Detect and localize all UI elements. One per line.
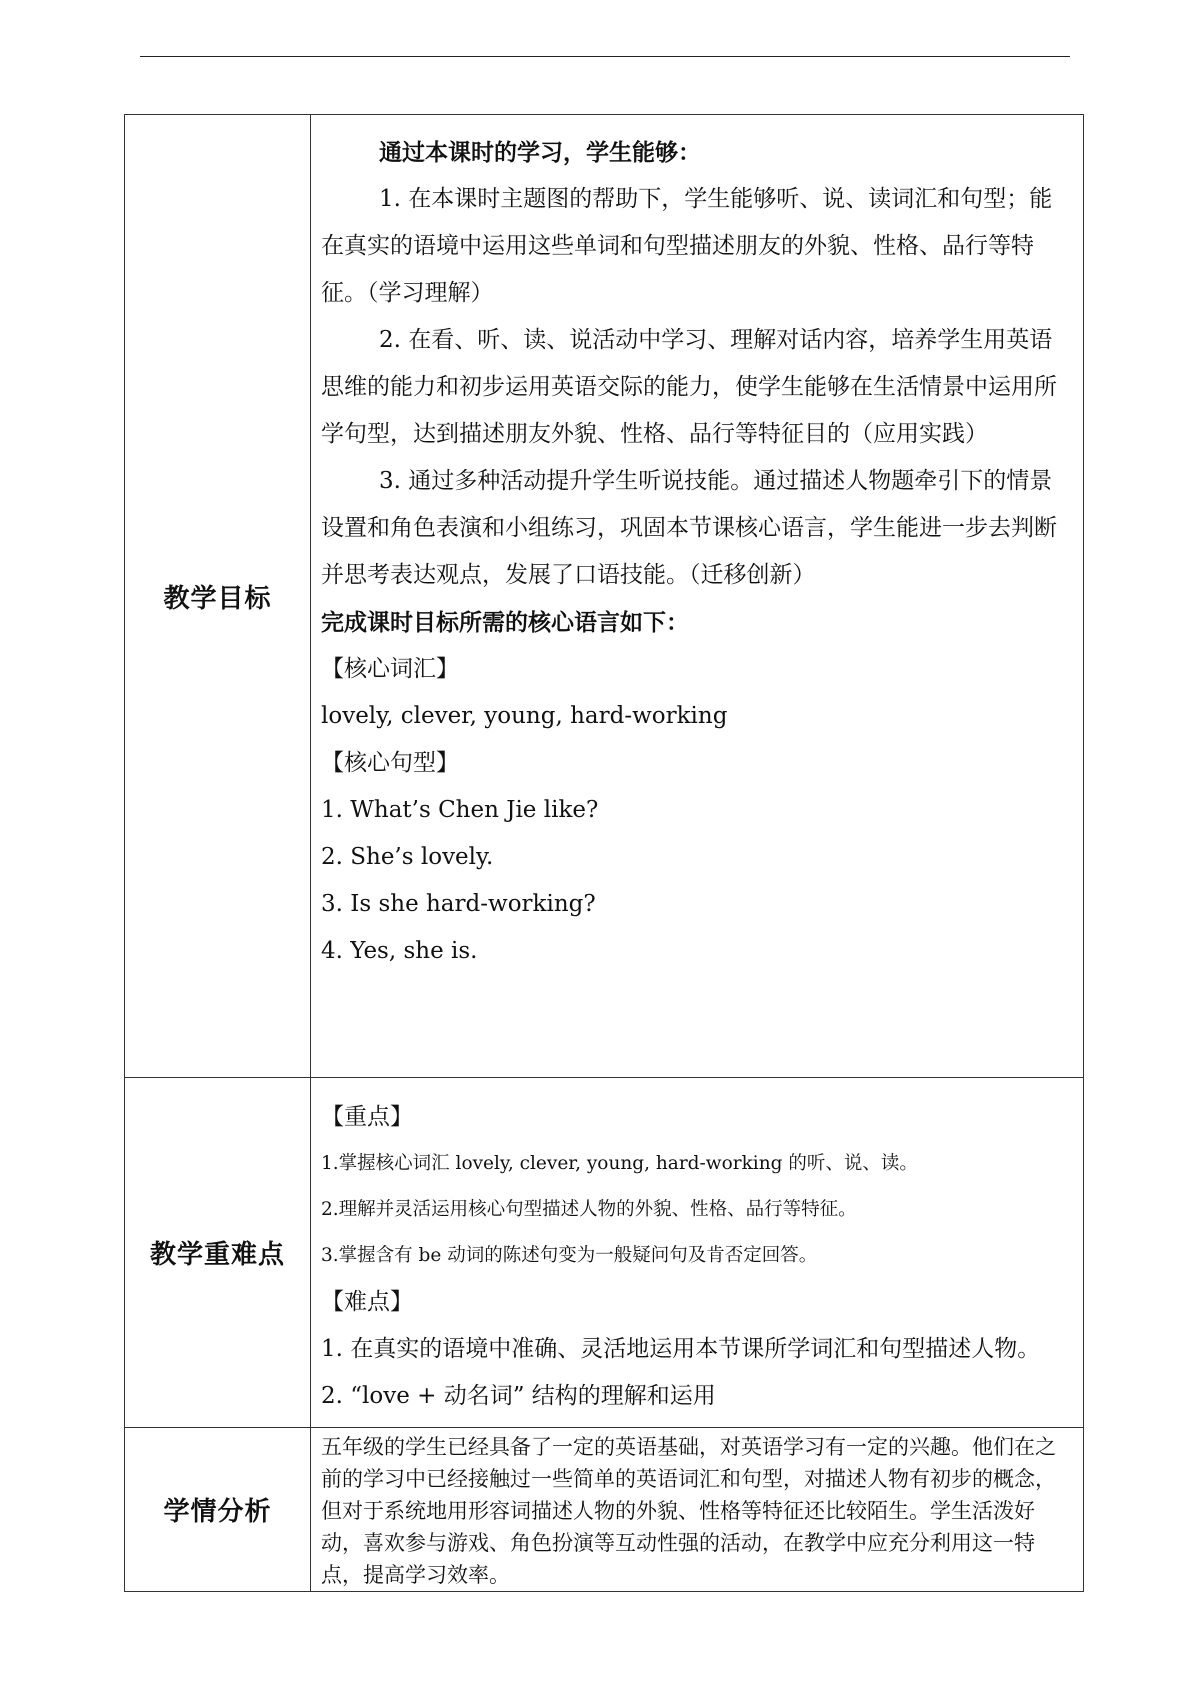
analysis-label: 学情分析: [125, 1428, 311, 1592]
objectives-content: [311, 115, 1084, 1078]
analysis-row: [125, 1428, 1084, 1592]
analysis-text: 五年级的学生已经具备了一定的英语基础，对英语学习有一定的兴趣。他们在之前的学习中已经接触过一些简单的英语词汇和句型，对描述人物有初步的概念，但对于系统地用形容词描述人物的外貌、性格等特征还比较陌生。学生活泼好动，喜欢参与游戏、角色扮演等互动性强的活动，在教学中应充分利用这一特点，提高学习效率。: [321, 1435, 1056, 1587]
difficulty-item: 1. 在真实的语境中准确、灵活地运用本节课所学词汇和句型描述人物。: [321, 1336, 1041, 1362]
sentence-item: 3. Is she hard-working?: [321, 891, 596, 917]
difficulty-heading: 【难点】: [321, 1289, 413, 1315]
objective-goal-1: 1. 在本课时主题图的帮助下，学生能够听、说、读词汇和句型；能在真实的语境中运用这些单词和句型描述朋友的外貌、性格、品行等特征。（学习理解）: [321, 186, 1053, 306]
objective-goal-2: 2. 在看、听、读、说活动中学习、理解对话内容，培养学生用英语思维的能力和初步运用英语交际的能力，使学生能够在生活情景中运用所学句型，达到描述朋友外貌、性格、品行等特征目的（应用实践）: [321, 327, 1057, 447]
objectives-intro: 通过本课时的学习，学生能够：: [379, 139, 701, 166]
analysis-content: [311, 1428, 1084, 1592]
focus-item: 2.理解并灵活运用核心句型描述人物的外貌、性格、品行等特征。: [321, 1199, 857, 1220]
objectives-label: 教学目标: [125, 115, 311, 1078]
core-language-heading: 完成课时目标所需的核心语言如下：: [321, 609, 689, 636]
sentence-item: 4. Yes, she is.: [321, 938, 478, 964]
objectives-row: [125, 115, 1084, 1078]
focus-heading: 【重点】: [321, 1104, 413, 1130]
objective-goal-3: 3. 通过多种活动提升学生听说技能。通过描述人物题牵引下的情景设置和角色表演和小组练习，巩固本节课核心语言，学生能进一步去判断并思考表达观点，发展了口语技能。（迁移创新）: [321, 468, 1057, 588]
sentence-item: 1. What’s Chen Jie like?: [321, 797, 599, 823]
focus-item: 1.掌握核心词汇 lovely, clever, young, hard-working 的听、说、读。: [321, 1153, 918, 1174]
key-points-content: [311, 1078, 1084, 1428]
key-points-label: 教学重难点: [125, 1078, 311, 1428]
vocab-list: lovely, clever, young, hard-working: [321, 703, 728, 729]
key-points-row: [125, 1078, 1084, 1428]
sentence-heading: 【核心句型】: [321, 750, 459, 776]
difficulty-item: 2. “love + 动名词” 结构的理解和运用: [321, 1383, 716, 1409]
vocab-heading: 【核心词汇】: [321, 656, 459, 682]
sentence-item: 2. She’s lovely.: [321, 844, 494, 870]
lesson-plan-table: [124, 114, 1084, 1592]
header-rule: [140, 56, 1070, 57]
focus-item: 3.掌握含有 be 动词的陈述句变为一般疑问句及肯否定回答。: [321, 1245, 818, 1266]
